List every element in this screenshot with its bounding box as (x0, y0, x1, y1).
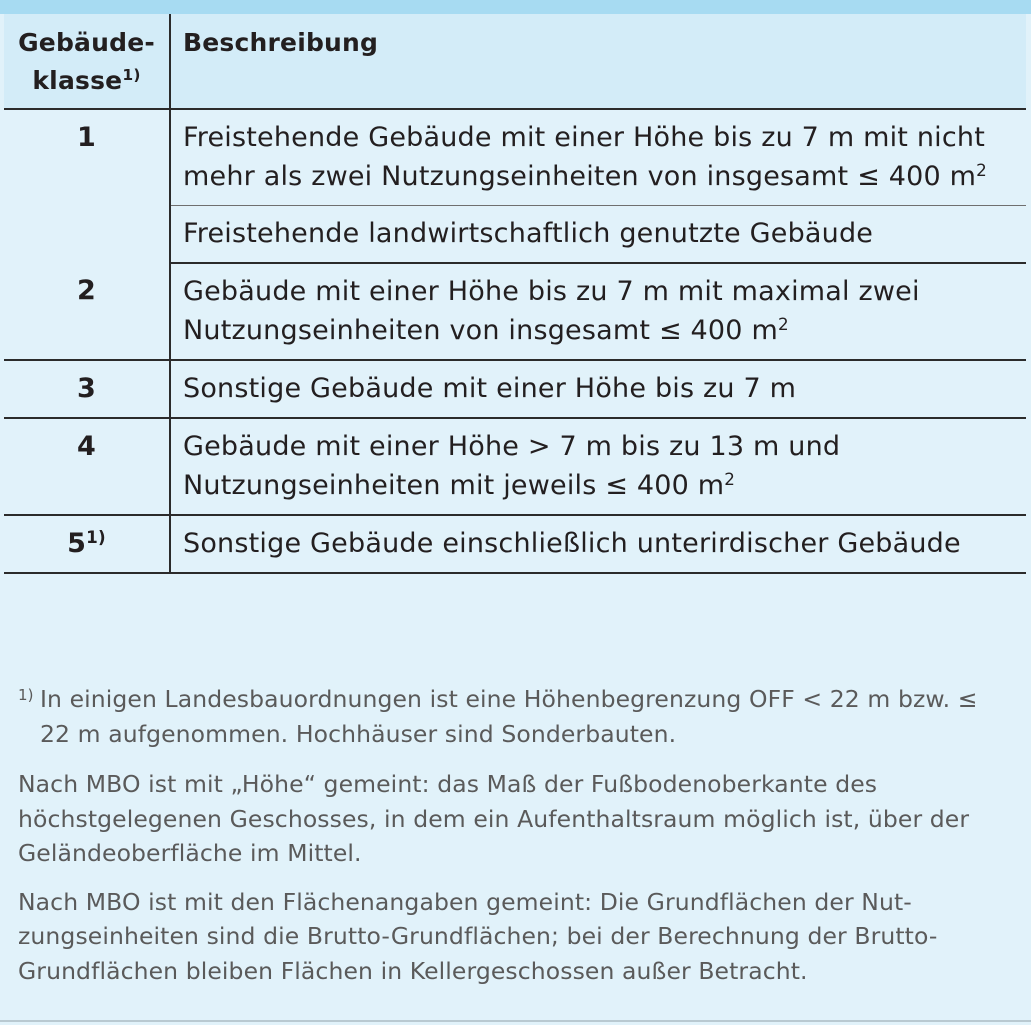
description-text: Freistehende landwirtschaftlich genutzte Gebäude (183, 218, 874, 249)
class-number: 2 (77, 275, 96, 306)
description-text: Sonstige Gebäude einschließlich unterirdischer Gebäude (183, 528, 961, 559)
description-superscript: 2 (724, 468, 736, 489)
column-header-class-line1: Gebäude- (18, 28, 155, 57)
footnote (18, 682, 1014, 751)
description-text: Freistehende Gebäude mit einer Höhe bis zu 7 m mit nicht mehr als zwei Nutzungseinheiten von insgesamt ≤ 400 m (183, 122, 986, 192)
table-row-class-2 (4, 263, 1026, 360)
description-cell (170, 515, 1026, 573)
table-row-class-5 (4, 515, 1026, 573)
area-note-line: zungseinheiten sind die Brutto-Grundflächen; bei der Berechnung der Brutto- (18, 922, 938, 950)
description-cell (170, 418, 1026, 515)
area-note (18, 885, 1014, 989)
class-number-cell (4, 515, 170, 573)
class-number-cell (4, 263, 170, 360)
height-note: Nach MBO ist mit „Höhe“ gemeint: das Maß der Fußbodenoberkante des höchstgelegenen Geschosses, in dem ein Aufenthaltsraum möglich ist, über der Geländeoberfläche im Mittel. (18, 770, 970, 867)
bottom-divider (0, 1020, 1031, 1022)
class-number: 5 (67, 528, 87, 559)
description-superscript: 2 (976, 159, 987, 180)
class-number: 3 (77, 373, 96, 404)
description-cell (170, 263, 1026, 360)
class-footnote-mark: 1) (86, 526, 106, 547)
table-row-class-4 (4, 418, 1026, 515)
table-row-class-3 (4, 360, 1026, 418)
column-header-footnote-mark: 1) (122, 66, 141, 85)
table-header-row (4, 14, 1026, 109)
class-number-cell (4, 418, 170, 515)
description-cell (170, 360, 1026, 418)
area-note-line: Nach MBO ist mit den Flächenangaben gemeint: Die Grundflächen der Nut- (18, 887, 912, 916)
description-text: Gebäude mit einer Höhe > 7 m bis zu 13 m und Nutzungseinheiten mit jeweils ≤ 400 m (183, 431, 841, 501)
table-notes (18, 682, 1014, 988)
class-number: 1 (77, 122, 96, 153)
description-cell (170, 206, 1026, 264)
header-color-bar (0, 0, 1031, 14)
class-number: 4 (77, 431, 96, 462)
description-cell (170, 109, 1026, 206)
column-header-description: Beschreibung (170, 14, 1026, 109)
column-header-class-line2: klasse (32, 66, 123, 95)
description-text: Sonstige Gebäude mit einer Höhe bis zu 7 m (183, 373, 797, 404)
description-superscript: 2 (777, 313, 789, 334)
class-number-cell (4, 109, 170, 263)
footnote-text: In einigen Landesbauordnungen ist eine Höhenbegrenzung OFF < 22 m bzw. ≤ 22 m aufgenommen. Hochhäuser sind Sonderbauten. (40, 685, 978, 748)
table-row-class-1 (4, 109, 1026, 206)
description-text: Gebäude mit einer Höhe bis zu 7 m mit maximal zwei Nutzungseinheiten von insgesamt ≤ 400 m (183, 276, 920, 346)
building-class-table (4, 14, 1026, 574)
column-header-class (4, 14, 170, 109)
area-note-line: Grundflächen bleiben Flächen in Kellergeschossen außer Betracht. (18, 956, 808, 985)
footnote-mark: 1) (18, 686, 34, 704)
class-number-cell (4, 360, 170, 418)
